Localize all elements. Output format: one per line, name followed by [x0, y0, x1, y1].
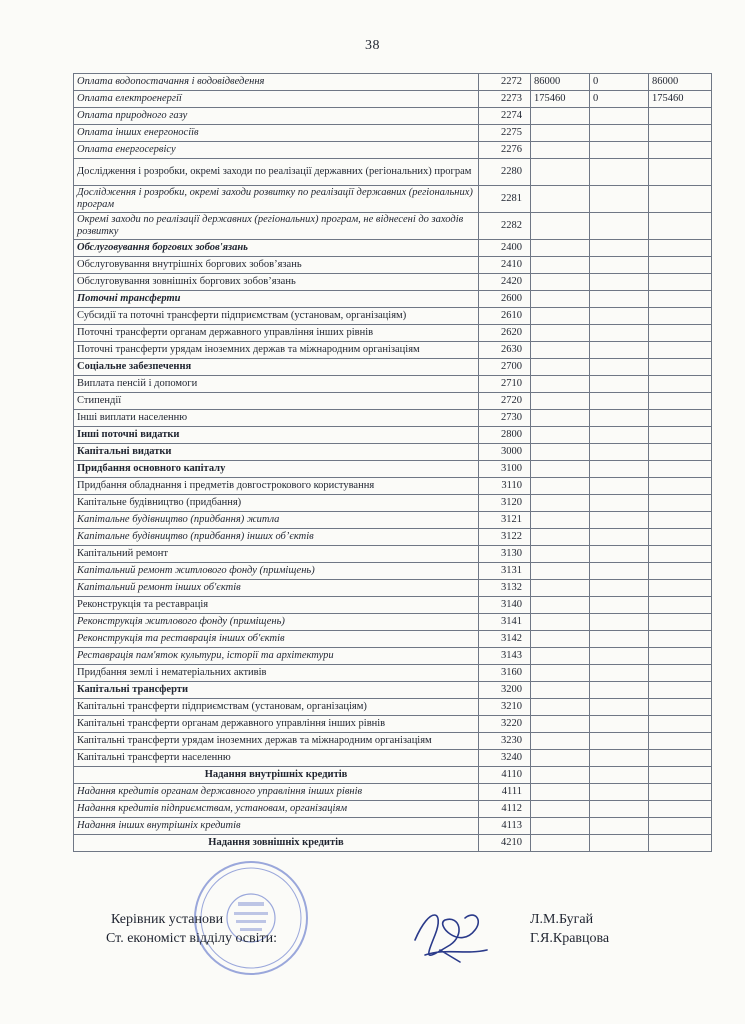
row-name-cell: Обслуговування внутрішніх боргових зобов’язань: [74, 257, 479, 274]
row-value-cell: [649, 767, 712, 784]
row-name-cell: Окремі заходи по реалізації державних (регіональних) програм, не віднесені до заходів розвитку: [74, 213, 479, 240]
row-code-cell: 3121: [479, 512, 531, 529]
row-name-cell: Оплата електроенергії: [74, 91, 479, 108]
row-code-cell: 2600: [479, 291, 531, 308]
table-row: [74, 125, 712, 142]
row-value-cell: [649, 801, 712, 818]
row-value-cell: [531, 186, 590, 213]
row-value-cell: [649, 308, 712, 325]
row-value-cell: [590, 699, 649, 716]
row-value-cell: [531, 682, 590, 699]
row-code-cell: 2710: [479, 376, 531, 393]
row-value-cell: [590, 716, 649, 733]
row-value-cell: [590, 427, 649, 444]
table-row: [74, 213, 712, 240]
row-value-cell: [590, 563, 649, 580]
row-code-cell: 3230: [479, 733, 531, 750]
table-row: [74, 444, 712, 461]
row-value-cell: [590, 597, 649, 614]
row-value-cell: [590, 529, 649, 546]
row-value-cell: [590, 410, 649, 427]
row-name-cell: Реконструкція житлового фонду (приміщень): [74, 614, 479, 631]
row-code-cell: 3240: [479, 750, 531, 767]
row-value-cell: 0: [590, 91, 649, 108]
row-value-cell: [590, 750, 649, 767]
row-value-cell: [590, 665, 649, 682]
row-value-cell: [590, 393, 649, 410]
row-value-cell: [649, 597, 712, 614]
row-code-cell: 3143: [479, 648, 531, 665]
row-value-cell: [531, 410, 590, 427]
table-row: [74, 801, 712, 818]
row-value-cell: [531, 512, 590, 529]
row-name-cell: Надання зовнішніх кредитів: [74, 835, 479, 852]
row-name-cell: Капітальний ремонт: [74, 546, 479, 563]
row-value-cell: [649, 342, 712, 359]
row-code-cell: 2620: [479, 325, 531, 342]
row-code-cell: 3140: [479, 597, 531, 614]
row-name-cell: Придбання основного капіталу: [74, 461, 479, 478]
row-code-cell: 2400: [479, 240, 531, 257]
row-value-cell: [531, 750, 590, 767]
row-value-cell: [531, 376, 590, 393]
row-value-cell: [531, 142, 590, 159]
row-name-cell: Соціальне забезпечення: [74, 359, 479, 376]
table-row: [74, 512, 712, 529]
row-value-cell: [531, 478, 590, 495]
row-value-cell: [649, 665, 712, 682]
row-value-cell: [531, 546, 590, 563]
row-value-cell: 175460: [649, 91, 712, 108]
row-value-cell: [649, 818, 712, 835]
row-value-cell: [649, 427, 712, 444]
row-name-cell: Капітальне будівництво (придбання) інших об’єктів: [74, 529, 479, 546]
budget-table-body: [74, 74, 712, 852]
table-row: [74, 495, 712, 512]
row-value-cell: [531, 631, 590, 648]
row-value-cell: [531, 108, 590, 125]
row-code-cell: 3132: [479, 580, 531, 597]
row-code-cell: 2273: [479, 91, 531, 108]
row-value-cell: [531, 125, 590, 142]
row-name-cell: Надання кредитів підприємствам, установам, організаціям: [74, 801, 479, 818]
table-row: [74, 427, 712, 444]
row-value-cell: [649, 159, 712, 186]
table-row: [74, 393, 712, 410]
row-value-cell: [649, 359, 712, 376]
table-row: [74, 308, 712, 325]
row-value-cell: [590, 801, 649, 818]
row-value-cell: [649, 563, 712, 580]
row-value-cell: [590, 108, 649, 125]
row-value-cell: [590, 308, 649, 325]
row-value-cell: [649, 835, 712, 852]
row-code-cell: 2281: [479, 186, 531, 213]
table-row: [74, 597, 712, 614]
row-value-cell: [649, 108, 712, 125]
row-code-cell: 3142: [479, 631, 531, 648]
row-value-cell: [649, 733, 712, 750]
row-value-cell: [590, 835, 649, 852]
row-code-cell: 4112: [479, 801, 531, 818]
row-name-cell: Поточні трансферти урядам іноземних держав та міжнародним організаціям: [74, 342, 479, 359]
budget-table: [73, 73, 712, 852]
row-value-cell: [649, 648, 712, 665]
row-value-cell: [649, 784, 712, 801]
row-code-cell: 2610: [479, 308, 531, 325]
row-value-cell: [590, 142, 649, 159]
row-value-cell: [531, 325, 590, 342]
row-value-cell: [531, 818, 590, 835]
row-code-cell: 2276: [479, 142, 531, 159]
row-code-cell: 3130: [479, 546, 531, 563]
table-row: [74, 631, 712, 648]
row-name-cell: Поточні трансферти органам державного управління інших рівнів: [74, 325, 479, 342]
row-value-cell: [590, 444, 649, 461]
row-name-cell: Капітальні трансферти підприємствам (установам, організаціям): [74, 699, 479, 716]
row-value-cell: [531, 427, 590, 444]
row-name-cell: Надання внутрішніх кредитів: [74, 767, 479, 784]
table-row: [74, 91, 712, 108]
row-name-cell: Оплата природного газу: [74, 108, 479, 125]
row-code-cell: 2282: [479, 213, 531, 240]
row-value-cell: [590, 325, 649, 342]
table-row: [74, 376, 712, 393]
row-name-cell: Реконструкція та реставрація інших об'єктів: [74, 631, 479, 648]
row-value-cell: [649, 716, 712, 733]
row-value-cell: [590, 580, 649, 597]
row-value-cell: [649, 478, 712, 495]
row-value-cell: [531, 597, 590, 614]
row-name-cell: Капітальні трансферти органам державного управління інших рівнів: [74, 716, 479, 733]
row-value-cell: [531, 563, 590, 580]
row-value-cell: [531, 461, 590, 478]
row-code-cell: 4110: [479, 767, 531, 784]
row-code-cell: 3120: [479, 495, 531, 512]
table-row: [74, 186, 712, 213]
row-code-cell: 2410: [479, 257, 531, 274]
row-name-cell: Капітальні трансферти урядам іноземних держав та міжнародним організаціям: [74, 733, 479, 750]
row-value-cell: [649, 125, 712, 142]
row-value-cell: [649, 699, 712, 716]
row-code-cell: 2420: [479, 274, 531, 291]
row-value-cell: [649, 682, 712, 699]
row-value-cell: [649, 142, 712, 159]
head-role: Керівник установи: [111, 912, 224, 927]
row-value-cell: [649, 325, 712, 342]
table-row: [74, 159, 712, 186]
row-value-cell: [531, 716, 590, 733]
row-value-cell: [590, 478, 649, 495]
row-code-cell: 4111: [479, 784, 531, 801]
row-value-cell: [649, 444, 712, 461]
row-code-cell: 2280: [479, 159, 531, 186]
row-code-cell: 2800: [479, 427, 531, 444]
row-value-cell: [649, 376, 712, 393]
row-name-cell: Придбання землі і нематеріальних активів: [74, 665, 479, 682]
row-code-cell: 3210: [479, 699, 531, 716]
row-value-cell: [531, 733, 590, 750]
row-code-cell: 2700: [479, 359, 531, 376]
table-row: [74, 359, 712, 376]
row-name-cell: Реконструкція та реставрація: [74, 597, 479, 614]
row-code-cell: 2274: [479, 108, 531, 125]
table-row: [74, 614, 712, 631]
table-row: [74, 733, 712, 750]
row-code-cell: 3110: [479, 478, 531, 495]
row-value-cell: [531, 159, 590, 186]
row-code-cell: 3200: [479, 682, 531, 699]
row-value-cell: [531, 529, 590, 546]
table-row: [74, 142, 712, 159]
row-name-cell: Поточні трансферти: [74, 291, 479, 308]
economist-name: Г.Я.Кравцова: [530, 931, 610, 946]
row-name-cell: Капітальне будівництво (придбання) житла: [74, 512, 479, 529]
row-value-cell: [649, 580, 712, 597]
row-code-cell: 2275: [479, 125, 531, 142]
row-value-cell: [590, 257, 649, 274]
table-row: [74, 682, 712, 699]
row-code-cell: 2272: [479, 74, 531, 91]
row-value-cell: [590, 784, 649, 801]
row-value-cell: [531, 240, 590, 257]
table-row: [74, 716, 712, 733]
row-value-cell: [531, 308, 590, 325]
row-name-cell: Капітальні видатки: [74, 444, 479, 461]
row-name-cell: Оплата інших енергоносіїв: [74, 125, 479, 142]
row-code-cell: 2720: [479, 393, 531, 410]
row-value-cell: 86000: [531, 74, 590, 91]
row-code-cell: 3122: [479, 529, 531, 546]
row-name-cell: Виплата пенсій і допомоги: [74, 376, 479, 393]
table-row: [74, 274, 712, 291]
table-row: [74, 257, 712, 274]
row-code-cell: 4210: [479, 835, 531, 852]
head-name: Л.М.Бугай: [530, 912, 594, 927]
row-value-cell: [649, 257, 712, 274]
row-value-cell: [531, 291, 590, 308]
row-value-cell: [649, 512, 712, 529]
table-row: [74, 648, 712, 665]
row-name-cell: Капітальний ремонт житлового фонду (приміщень): [74, 563, 479, 580]
row-value-cell: [649, 546, 712, 563]
row-value-cell: [590, 159, 649, 186]
table-row: [74, 240, 712, 257]
table-row: [74, 410, 712, 427]
row-value-cell: [649, 631, 712, 648]
row-code-cell: 4113: [479, 818, 531, 835]
row-value-cell: [590, 614, 649, 631]
page-number: 38: [365, 38, 380, 53]
row-value-cell: [649, 495, 712, 512]
row-value-cell: [590, 240, 649, 257]
row-value-cell: [590, 648, 649, 665]
row-value-cell: [590, 291, 649, 308]
row-value-cell: [590, 818, 649, 835]
row-value-cell: [590, 376, 649, 393]
table-row: [74, 784, 712, 801]
row-name-cell: Оплата енергосервісу: [74, 142, 479, 159]
row-value-cell: [590, 682, 649, 699]
table-row: [74, 74, 712, 91]
row-value-cell: [590, 125, 649, 142]
row-value-cell: [531, 495, 590, 512]
table-row: [74, 699, 712, 716]
row-value-cell: [531, 648, 590, 665]
row-code-cell: 3100: [479, 461, 531, 478]
row-name-cell: Дослідження і розробки, окремі заходи по реалізації державних (регіональних) програм: [74, 159, 479, 186]
signatures-block: [0, 912, 745, 972]
table-row: [74, 342, 712, 359]
row-name-cell: Стипендії: [74, 393, 479, 410]
row-value-cell: [590, 342, 649, 359]
row-value-cell: 0: [590, 74, 649, 91]
table-row: [74, 818, 712, 835]
row-value-cell: [531, 699, 590, 716]
row-value-cell: [531, 393, 590, 410]
row-value-cell: [590, 733, 649, 750]
row-name-cell: Оплата водопостачання і водовідведення: [74, 74, 479, 91]
table-row: [74, 291, 712, 308]
table-row: [74, 665, 712, 682]
row-value-cell: [649, 529, 712, 546]
row-name-cell: Реставрація пам'яток культури, історії та архітектури: [74, 648, 479, 665]
row-value-cell: [531, 359, 590, 376]
row-code-cell: 2730: [479, 410, 531, 427]
row-value-cell: [531, 835, 590, 852]
row-code-cell: 3141: [479, 614, 531, 631]
row-name-cell: Інші поточні видатки: [74, 427, 479, 444]
row-value-cell: [649, 410, 712, 427]
table-row: [74, 750, 712, 767]
row-value-cell: [531, 614, 590, 631]
row-value-cell: [649, 186, 712, 213]
row-value-cell: [531, 274, 590, 291]
row-value-cell: 175460: [531, 91, 590, 108]
economist-role: Ст. економіст відділу освіти:: [106, 931, 278, 946]
row-value-cell: [531, 444, 590, 461]
row-value-cell: [590, 213, 649, 240]
row-value-cell: [649, 393, 712, 410]
row-name-cell: Субсидії та поточні трансферти підприємствам (установам, організаціям): [74, 308, 479, 325]
row-value-cell: [590, 631, 649, 648]
row-value-cell: [649, 274, 712, 291]
row-code-cell: 3160: [479, 665, 531, 682]
table-row: [74, 767, 712, 784]
row-name-cell: Капітальні трансферти: [74, 682, 479, 699]
table-row: [74, 580, 712, 597]
row-value-cell: [590, 495, 649, 512]
row-value-cell: [649, 461, 712, 478]
row-value-cell: [590, 186, 649, 213]
row-code-cell: 3000: [479, 444, 531, 461]
row-value-cell: [531, 784, 590, 801]
row-value-cell: [649, 213, 712, 240]
table-row: [74, 478, 712, 495]
row-code-cell: 3131: [479, 563, 531, 580]
row-name-cell: Придбання обладнання і предметів довгострокового користування: [74, 478, 479, 495]
row-value-cell: [649, 614, 712, 631]
row-value-cell: [531, 801, 590, 818]
table-row: [74, 461, 712, 478]
row-name-cell: Капітальний ремонт інших об'єктів: [74, 580, 479, 597]
row-code-cell: 3220: [479, 716, 531, 733]
row-value-cell: [590, 546, 649, 563]
row-value-cell: [590, 767, 649, 784]
row-value-cell: [531, 213, 590, 240]
row-value-cell: [531, 580, 590, 597]
row-value-cell: [590, 359, 649, 376]
row-value-cell: [590, 274, 649, 291]
table-row: [74, 108, 712, 125]
row-value-cell: [531, 257, 590, 274]
row-name-cell: Капітальне будівництво (придбання): [74, 495, 479, 512]
row-name-cell: Капітальні трансферти населенню: [74, 750, 479, 767]
row-code-cell: 2630: [479, 342, 531, 359]
row-name-cell: Надання інших внутрішніх кредитів: [74, 818, 479, 835]
row-name-cell: Обслуговування зовнішніх боргових зобов’язань: [74, 274, 479, 291]
row-value-cell: [649, 750, 712, 767]
table-row: [74, 325, 712, 342]
table-row: [74, 546, 712, 563]
row-value-cell: 86000: [649, 74, 712, 91]
row-name-cell: Інші виплати населенню: [74, 410, 479, 427]
row-value-cell: [531, 665, 590, 682]
table-row: [74, 835, 712, 852]
row-value-cell: [531, 342, 590, 359]
row-value-cell: [590, 512, 649, 529]
row-value-cell: [531, 767, 590, 784]
row-value-cell: [590, 461, 649, 478]
table-row: [74, 563, 712, 580]
table-row: [74, 529, 712, 546]
row-value-cell: [649, 291, 712, 308]
row-name-cell: Обслуговування боргових зобов'язань: [74, 240, 479, 257]
row-value-cell: [649, 240, 712, 257]
row-name-cell: Дослідження і розробки, окремі заходи розвитку по реалізації державних (регіональних) програм: [74, 186, 479, 213]
row-name-cell: Надання кредитів органам державного управління інших рівнів: [74, 784, 479, 801]
